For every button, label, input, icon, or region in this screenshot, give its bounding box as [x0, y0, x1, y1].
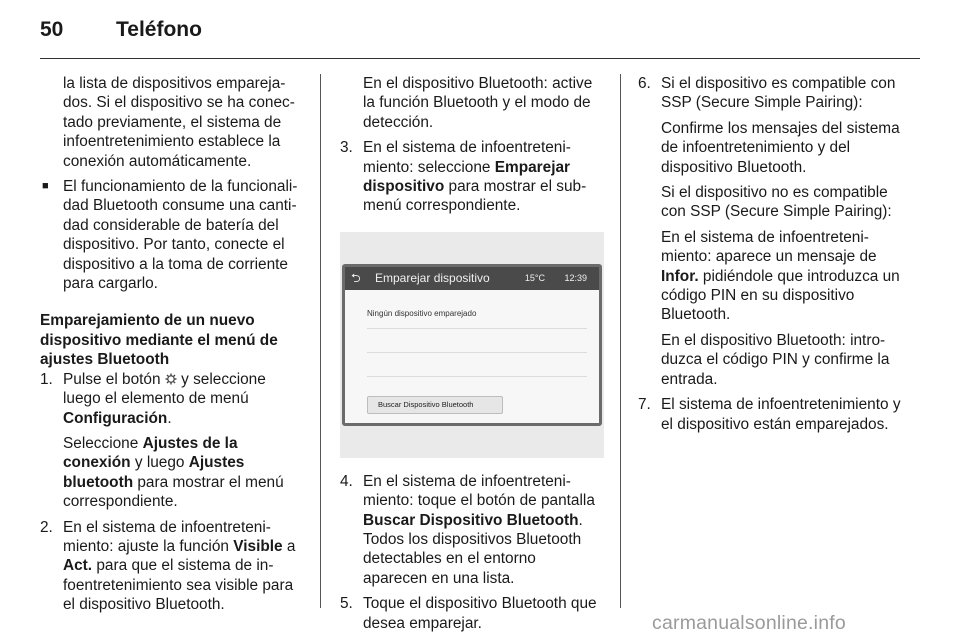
step2-text-a: En el sistema de infoentretenimiento: ajuste la función	[63, 518, 271, 555]
infotainment-screen	[342, 264, 602, 426]
step6-p5: En el dispositivo Bluetooth: introduzca el código PIN y confirme la entrada.	[661, 331, 890, 388]
column-2	[340, 74, 604, 639]
step1-p2-bold2: Ajustes bluetooth	[63, 454, 245, 491]
bullet-text: El funcionamiento de la funcionalidad Bluetooth consume una cantidad considerable de batería del dispositivo. Por tanto, conecte el dispositivo a la toma de corriente para cargarlo.	[63, 178, 298, 293]
step-2	[40, 518, 302, 615]
step1-end: .	[167, 409, 172, 427]
settings-icon	[165, 373, 177, 385]
back-arrow-icon[interactable]: ⮌	[351, 270, 361, 285]
step4-text-b: . Todos los dispositivos Bluetooth detectables en el entorno aparecen en una lista.	[363, 511, 583, 587]
step1-p2-b: y luego	[134, 454, 185, 472]
step1-p2-c: para mostrar el menú correspondiente.	[63, 473, 284, 511]
step1-p2-bold1: Ajustes de la conexión	[63, 434, 238, 472]
step1-text-a: Pulse el botón	[63, 370, 161, 388]
step6-p3: Si el dispositivo no es compatible con SSP (Secure Simple Pairing):	[661, 184, 892, 221]
step3-text-a: En el sistema de infoentretenimiento: seleccione	[363, 139, 571, 176]
column-3	[638, 74, 902, 440]
header-rule	[40, 58, 920, 59]
page-header	[40, 18, 202, 42]
step-3	[340, 138, 604, 216]
step-number: 3.	[340, 139, 353, 157]
search-bluetooth-button[interactable]: Buscar Dispositivo Bluetooth	[367, 396, 503, 414]
screen-title-bar	[345, 267, 599, 290]
step3-text-b: para mostrar el submenú correspondiente.	[363, 178, 587, 215]
step-number: 5.	[340, 595, 353, 613]
step1-text-b: y seleccione luego el elemento de menú	[63, 370, 266, 408]
step2-bold1: Visible	[233, 537, 283, 555]
step3-bold: Emparejar dispositivo	[363, 158, 571, 196]
screenshot-figure	[340, 232, 604, 458]
divider	[367, 352, 587, 353]
divider	[367, 376, 587, 377]
step5-text: Toque el dispositivo Bluetooth que desea emparejar.	[363, 595, 597, 632]
screen-temperature: 15°C	[524, 272, 545, 283]
step6-p4-b: pidiéndole que introduzca un código PIN en su dispositivo Bluetooth.	[661, 267, 900, 324]
step1-bold: Configuración	[63, 409, 168, 427]
step-1	[40, 370, 302, 512]
step-number: 6.	[638, 75, 651, 92]
step4-bold: Buscar Dispositivo Bluetooth	[363, 511, 579, 529]
step2-bold2: Act.	[63, 557, 93, 575]
step6-p4-bold: Infor.	[661, 267, 699, 285]
step7-text: El sistema de infoentretenimiento y el dispositivo están emparejados.	[661, 396, 901, 433]
step6-p1: Si el dispositivo es compatible con SSP (Secure Simple Pairing):	[661, 75, 896, 112]
no-devices-text: Ningún dispositivo emparejado	[367, 308, 477, 318]
step-number: 4.	[340, 472, 353, 490]
divider	[367, 328, 587, 329]
column-divider	[620, 74, 621, 608]
step-number: 2.	[40, 518, 53, 536]
page-number: 50	[40, 18, 64, 41]
watermark: carmanualsonline.info	[652, 612, 846, 634]
step-6	[638, 74, 902, 389]
screen-time: 12:39	[564, 272, 587, 283]
continuation-paragraph: En el dispositivo Bluetooth: active la función Bluetooth y el modo de detección.	[363, 75, 593, 131]
step2-text-b: a	[286, 537, 296, 555]
step2-text-c: para que el sistema de infoentretenimiento sea visible para el dispositivo Bluetooth.	[63, 557, 294, 614]
step-5	[340, 594, 604, 633]
step-4	[340, 472, 604, 588]
step-7	[638, 395, 902, 434]
page-title: Teléfono	[116, 18, 202, 41]
step6-p2: Confirme los mensajes del sistema de infoentretenimiento y del dispositivo Bluetooth.	[661, 119, 900, 176]
bullet-marker: ■	[42, 180, 49, 193]
continuation-paragraph: la lista de dispositivos emparejados. Si el dispositivo se ha conectado previamente, el sistema de infoentretenimiento establece la conexión automáticamente.	[63, 75, 295, 170]
step6-p4-a: En el sistema de infoentretenimiento: aparece un mensaje de	[661, 228, 877, 266]
list-item-bullet	[40, 177, 302, 293]
column-1	[40, 74, 302, 621]
section-heading: Emparejamiento de un nuevo dispositivo mediante el menú de ajustes Bluetooth	[40, 312, 278, 369]
step-number: 7.	[638, 396, 651, 414]
screen-title: Emparejar dispositivo	[375, 270, 490, 285]
step4-text-a: En el sistema de infoentretenimiento: toque el botón de pantalla	[363, 472, 595, 510]
step-number: 1.	[40, 370, 53, 388]
step1-p2-a: Seleccione	[63, 434, 139, 452]
column-divider	[320, 74, 321, 608]
screen-panel	[345, 290, 599, 423]
